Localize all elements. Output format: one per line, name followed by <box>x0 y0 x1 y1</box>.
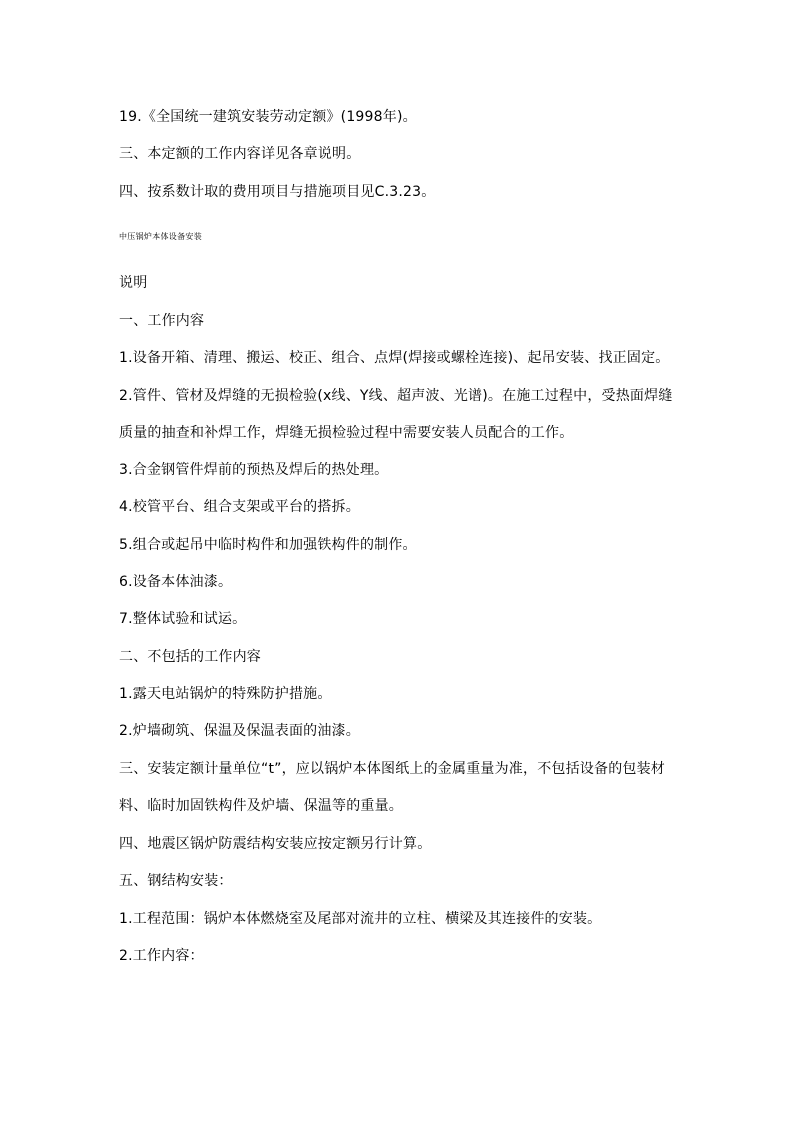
chapter-heading: 中压锅炉本体设备安装 <box>119 232 202 241</box>
list-item-5: 5.组合或起吊中临时构件和加强铁构件的制作。 <box>119 537 417 553</box>
section-4-seismic: 四、地震区锅炉防震结构安装应按定额另行计算。 <box>119 836 432 852</box>
list-item-6: 6.设备本体油漆。 <box>119 574 233 590</box>
list-item-2-continued: 质量的抽查和补焊工作，焊缝无损检验过程中需要安装人员配合的工作。 <box>119 425 574 441</box>
section-heading-work-content: 一、工作内容 <box>119 313 205 329</box>
section-3-unit: 三、安装定额计量单位“t”，应以锅炉本体图纸上的金属重量为准，不包括设备的包装材 <box>119 761 665 777</box>
list-item-3: 3.合金钢管件焊前的预热及焊后的热处理。 <box>119 462 389 478</box>
list-item-7: 7.整体试验和试运。 <box>119 611 247 627</box>
list-item-4: 4.校管平台、组合支架或平台的搭拆。 <box>119 499 360 515</box>
steel-item-2: 2.工作内容： <box>119 948 204 964</box>
paragraph-section-3: 三、本定额的工作内容详见各章说明。 <box>119 146 361 162</box>
paragraph-reference-19: 19.《全国统一建筑安装劳动定额》(1998年)。 <box>119 109 417 125</box>
paragraph-section-4: 四、按系数计取的费用项目与措施项目见C.3.23。 <box>119 184 436 200</box>
list-item-1: 1.设备开箱、清理、搬运、校正、组合、点焊(焊接或螺栓连接)、起吊安装、找正固定。 <box>119 350 670 366</box>
explanation-heading: 说明 <box>119 275 148 291</box>
steel-item-1: 1.工程范围：锅炉本体燃烧室及尾部对流井的立柱、横梁及其连接件的安装。 <box>119 911 602 927</box>
section-heading-excluded-work: 二、不包括的工作内容 <box>119 649 261 665</box>
excluded-item-1: 1.露天电站锅炉的特殊防护措施。 <box>119 686 332 702</box>
section-5-steel-structure: 五、钢结构安装： <box>119 873 233 889</box>
section-3-unit-continued: 料、临时加固铁构件及炉墙、保温等的重量。 <box>119 798 403 814</box>
list-item-2: 2.管件、管材及焊缝的无损检验(x线、Y线、超声波、光谱)。在施工过程中，受热面焊缝 <box>119 388 673 404</box>
excluded-item-2: 2.炉墙砌筑、保温及保温表面的油漆。 <box>119 723 360 739</box>
